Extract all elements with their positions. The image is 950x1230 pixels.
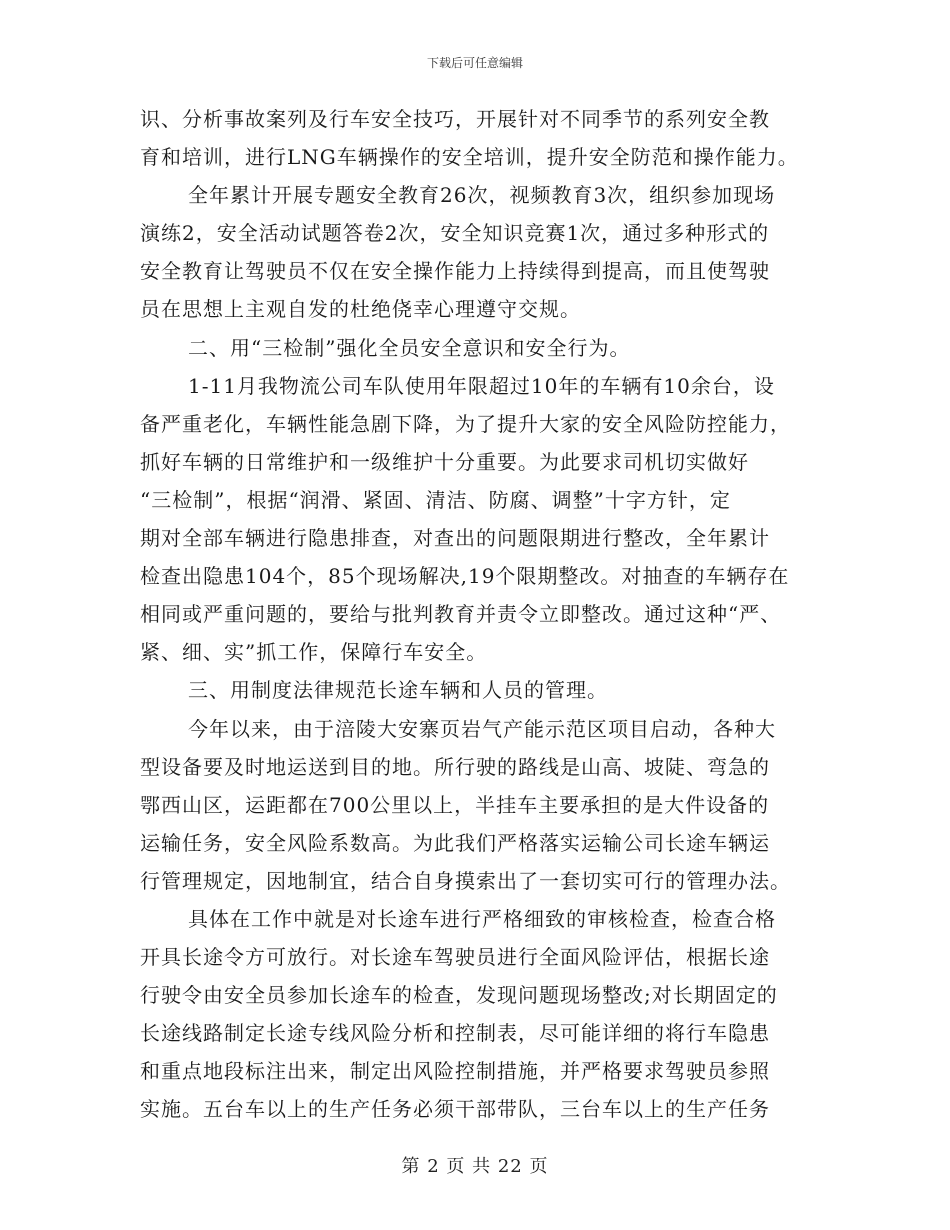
- text-line: 运输任务，安全风险系数高。为此我们严格落实运输公司长途车辆运: [140, 830, 770, 855]
- text-line: 和重点地段标注出来，制定出风险控制措施，并严格要求驾驶员参照: [140, 1059, 770, 1084]
- text-line: 抓好车辆的日常维护和一级维护十分重要。为此要求司机切实做好: [140, 449, 749, 474]
- text-line: 备严重老化，车辆性能急剧下降，为了提升大家的安全风险防控能力，: [140, 411, 791, 436]
- text-line: 鄂西山区，运距都在700公里以上，半挂车主要承担的是大件设备的: [140, 792, 770, 817]
- text-line: 二、用“三检制”强化全员安全意识和安全行为。: [188, 335, 631, 360]
- page-header: 下载后可任意编辑: [426, 56, 523, 70]
- text-line: 员在思想上主观自发的杜绝侥幸心理遵守交规。: [140, 297, 581, 322]
- text-line: 相同或严重问题的，要给与批判教育并责令立即整改。通过这种“严、: [140, 602, 782, 627]
- document-body: [140, 100, 812, 1129]
- text-line: 实施。五台车以上的生产任务必须干部带队，三台车以上的生产任务: [140, 1097, 770, 1122]
- text-line: 长途线路制定长途专线风险分析和控制表，尽可能详细的将行车隐患: [140, 1021, 770, 1046]
- text-line: 行管理规定，因地制宜，结合自身摸索出了一套切实可行的管理办法。: [140, 868, 791, 893]
- text-line: “三检制”，根据“润滑、紧固、清洁、防腐、调整”十字方针，定: [140, 487, 731, 512]
- page-footer: 第 2 页 共 22 页: [401, 1156, 549, 1177]
- text-line: 育和培训，进行LNG车辆操作的安全培训，提升安全防范和操作能力。: [140, 145, 799, 170]
- text-line: 三、用制度法律规范长途车辆和人员的管理。: [188, 678, 608, 703]
- text-line: 开具长途令方可放行。对长途车驾驶员进行全面风险评估，根据长途: [140, 945, 770, 970]
- text-line: 全年累计开展专题安全教育26次，视频教育3次，组织参加现场: [188, 183, 776, 208]
- text-line: 演练2，安全活动试题答卷2次，安全知识竞赛1次，通过多种形式的: [140, 221, 770, 246]
- text-line: 具体在工作中就是对长途车进行严格细致的审核检查，检查合格: [188, 906, 776, 931]
- text-line: 行驶令由安全员参加长途车的检查，发现问题现场整改;对长期固定的: [140, 983, 778, 1008]
- text-line: 期对全部车辆进行隐患排查，对查出的问题限期进行整改，全年累计: [140, 526, 770, 551]
- text-line: 紧、细、实”抓工作，保障行车安全。: [140, 640, 488, 665]
- body-paragraph: [140, 100, 812, 1129]
- text-line: 检查出隐患104个，85个现场解决,19个限期整改。对抽查的车辆存在: [140, 564, 790, 589]
- text-line: 今年以来，由于涪陵大安寨页岩气产能示范区项目启动，各种大: [188, 716, 776, 741]
- text-line: 型设备要及时地运送到目的地。所行驶的路线是山高、坡陡、弯急的: [140, 754, 770, 779]
- text-line: 安全教育让驾驶员不仅在安全操作能力上持续得到提高，而且使驾驶: [140, 259, 770, 284]
- text-line: 1-11月我物流公司车队使用年限超过10年的车辆有10余台，设: [188, 373, 775, 398]
- text-line: 识、分析事故案列及行车安全技巧，开展针对不同季节的系列安全教: [140, 107, 770, 131]
